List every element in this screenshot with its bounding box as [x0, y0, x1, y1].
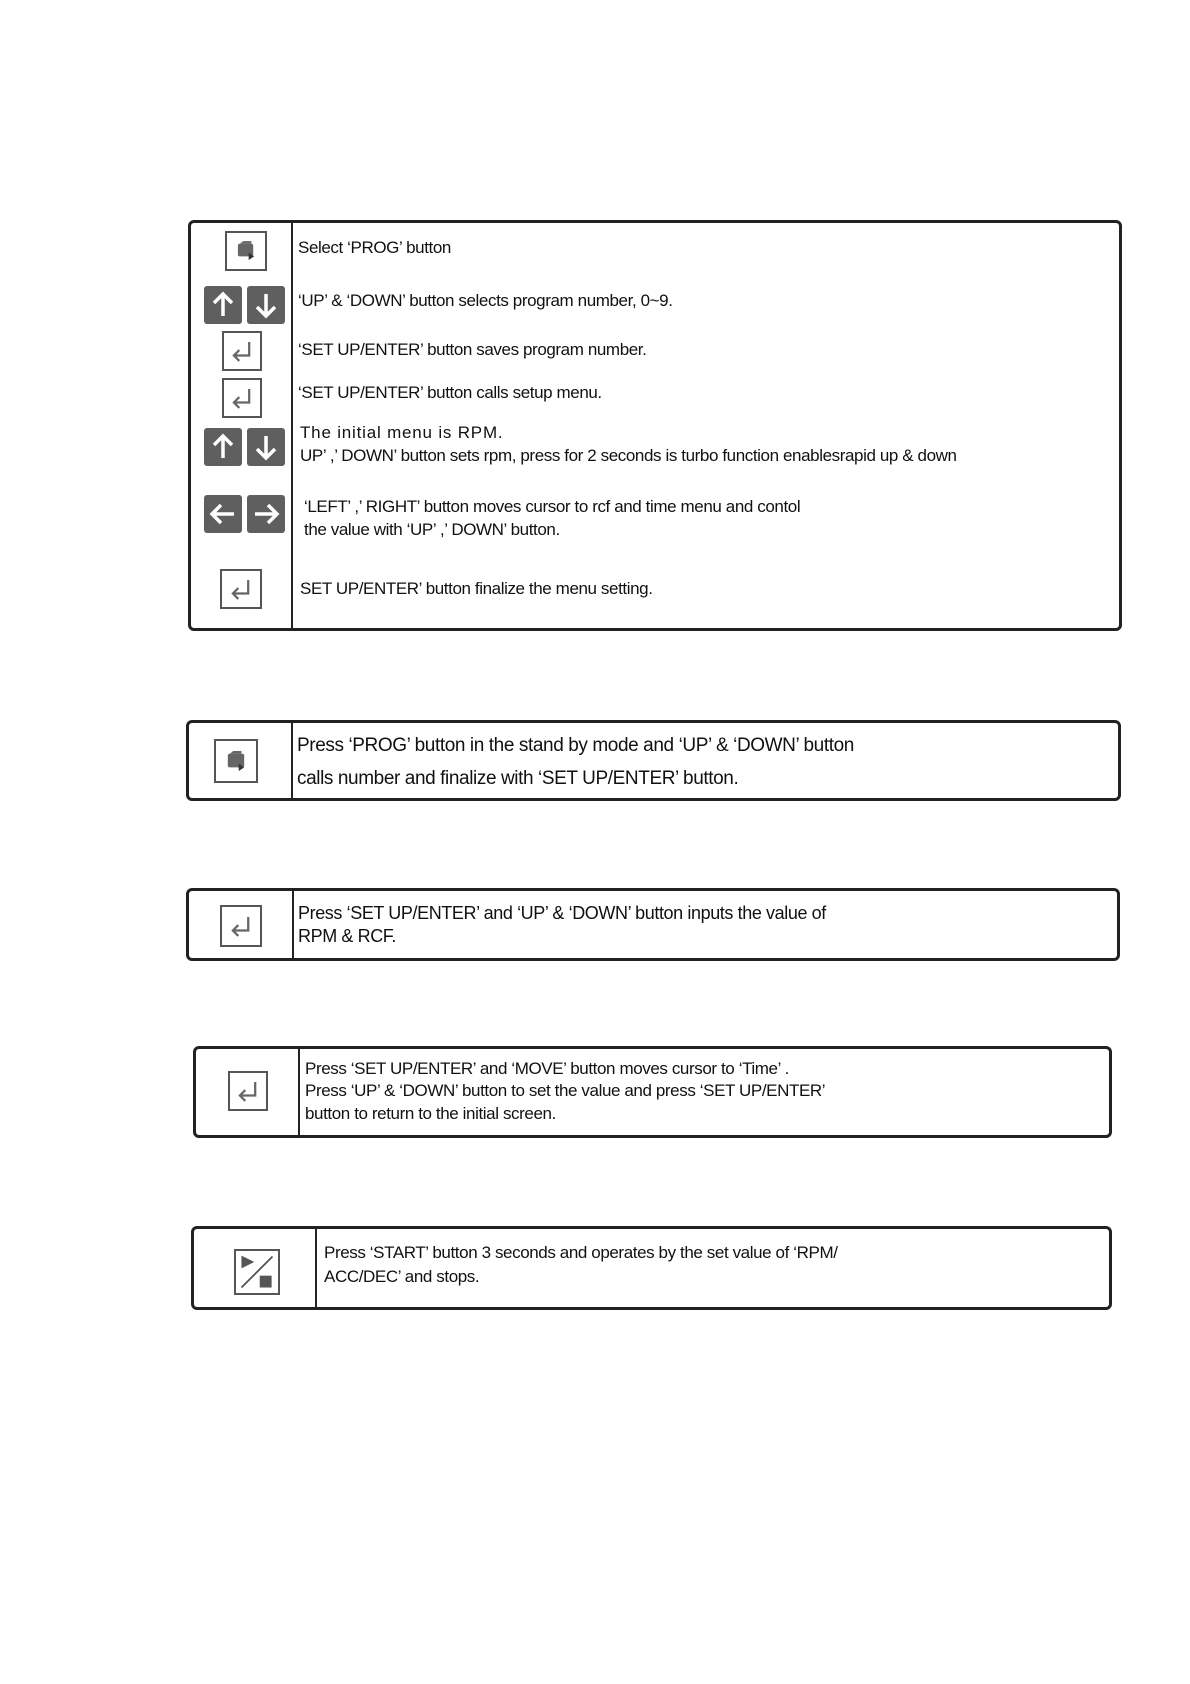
start-stop-icon	[234, 1249, 280, 1295]
instruction-line: ‘UP’ & ‘DOWN’ button selects program number, 0~9.	[298, 291, 673, 310]
enter-icon	[220, 569, 262, 609]
instruction-box-setup	[188, 220, 1122, 631]
instruction-line: Press ‘SET UP/ENTER’ and ‘UP’ & ‘DOWN’ button inputs the value of	[298, 903, 826, 923]
instruction-box-rpm-rcf	[186, 888, 1120, 961]
right-arrow-icon	[247, 495, 285, 533]
enter-icon	[222, 378, 262, 418]
instruction-box-prog	[186, 720, 1121, 801]
text-column	[317, 1229, 1109, 1307]
instruction-line: RPM & RCF.	[298, 926, 397, 946]
up-arrow-icon	[204, 428, 242, 466]
enter-icon	[222, 331, 262, 371]
down-arrow-icon	[247, 428, 285, 466]
instruction-line: button to return to the initial screen.	[305, 1104, 556, 1123]
instruction-line: the value with ‘UP’ ,’ DOWN’ button.	[304, 520, 560, 539]
enter-icon	[228, 1071, 268, 1111]
instruction-line: UP’ ,’ DOWN’ button sets rpm, press for 2 seconds is turbo function enablesrapid up & down	[300, 446, 957, 465]
icon-column	[191, 223, 293, 628]
left-arrow-icon	[204, 495, 242, 533]
prog-button-icon	[214, 739, 258, 783]
instruction-line: Press ‘SET UP/ENTER’ and ‘MOVE’ button moves cursor to ‘Time’ .	[305, 1059, 790, 1078]
text-column	[293, 223, 1119, 628]
instruction-line: ‘LEFT’ ,’ RIGHT’ button moves cursor to rcf and time menu and contol	[304, 497, 801, 516]
instruction-line: calls number and finalize with ‘SET UP/ENTER’ button.	[297, 768, 739, 789]
instruction-line: Press ‘PROG’ button in the stand by mode and ‘UP’ & ‘DOWN’ button	[297, 735, 854, 756]
prog-button-icon	[225, 231, 267, 271]
instruction-line: SET UP/ENTER’ button finalize the menu setting.	[300, 579, 653, 598]
instruction-line: The initial menu is RPM.	[300, 423, 504, 442]
instruction-box-start	[191, 1226, 1112, 1310]
instruction-line: ACC/DEC’ and stops.	[324, 1267, 480, 1286]
instruction-line: Press ‘UP’ & ‘DOWN’ button to set the value and press ‘SET UP/ENTER’	[305, 1081, 826, 1100]
text-column	[300, 1049, 1109, 1135]
instruction-line: Press ‘START’ button 3 seconds and operates by the set value of ‘RPM/	[324, 1243, 838, 1262]
text-column	[293, 723, 1118, 798]
up-arrow-icon	[204, 286, 242, 324]
enter-icon	[220, 905, 262, 947]
down-arrow-icon	[247, 286, 285, 324]
text-column	[294, 891, 1117, 958]
instruction-box-time	[193, 1046, 1112, 1138]
instruction-line: Select ‘PROG’ button	[298, 238, 451, 257]
instruction-line: ‘SET UP/ENTER’ button saves program number.	[298, 340, 647, 359]
instruction-line: ‘SET UP/ENTER’ button calls setup menu.	[298, 383, 602, 402]
